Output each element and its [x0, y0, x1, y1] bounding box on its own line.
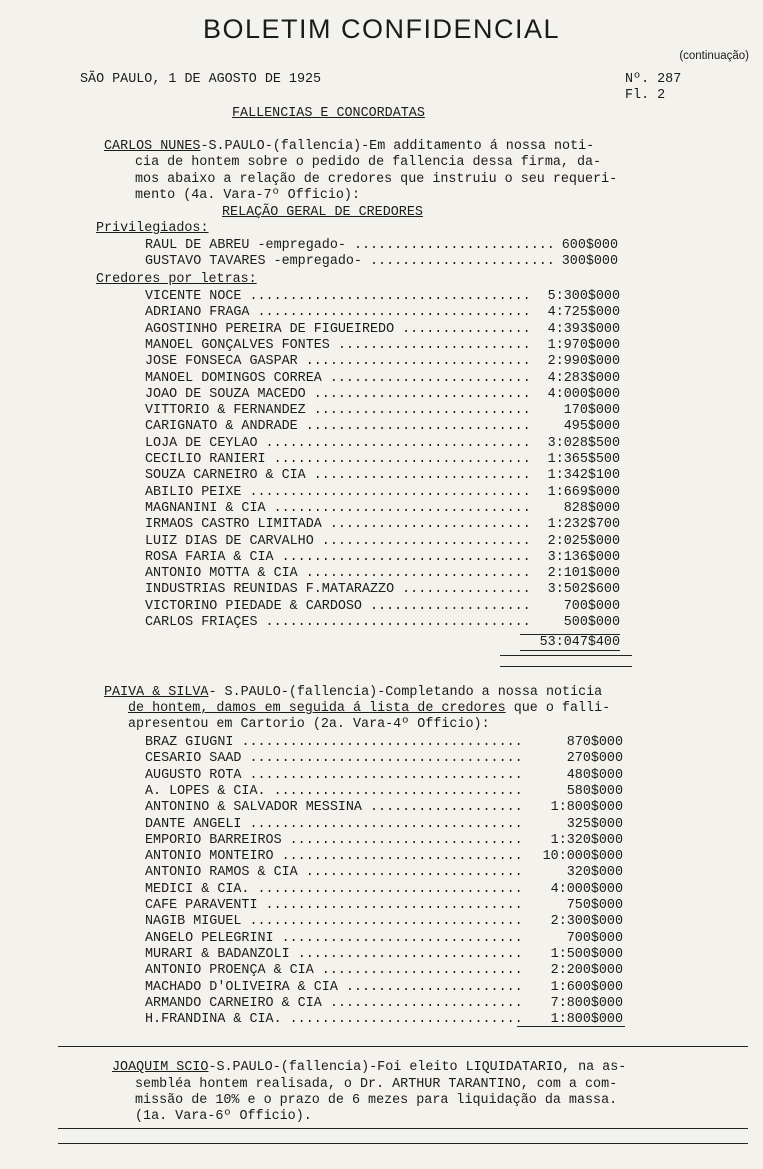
- creditor-name: CARIGNATO & ANDRADE .....: [145, 419, 529, 435]
- creditor-amount: 1:669$000: [547, 484, 620, 500]
- creditor-name: H.FRANDINA & CIA. .....: [145, 1012, 521, 1028]
- dateline: SÃO PAULO, 1 DE AGOSTO DE 1925: [80, 72, 322, 87]
- creditor-list-title: RELAÇÃO GERAL DE CREDORES: [222, 205, 423, 220]
- sheet-number: Fl. 2: [625, 88, 666, 103]
- creditor-amount: 495$000: [563, 419, 620, 435]
- creditor-name: NAGIB MIGUEL .....: [145, 914, 521, 930]
- creditor-row: [145, 817, 623, 833]
- letters-heading: Credores por letras:: [96, 272, 257, 287]
- creditor-amount: 2:101$000: [547, 566, 620, 582]
- creditor-row: [145, 980, 623, 996]
- carlos-text-line-3: mos abaixo a relação de credores que instruiu o seu requeri-: [135, 172, 618, 187]
- creditor-name: CECILIO RANIERI .....: [145, 452, 529, 468]
- creditor-amount: 4:000$000: [547, 386, 620, 402]
- creditor-name: ANTONINO & SALVADOR MESSINA .....: [145, 800, 521, 816]
- creditor-row: [145, 931, 623, 947]
- creditor-amount: 3:136$000: [547, 549, 620, 565]
- creditor-name: CARLOS FRIAÇES .....: [145, 615, 529, 631]
- creditor-row: [145, 784, 623, 800]
- joaquim-text-line-2: sembléa hontem realisada, o Dr. ARTHUR TARANTINO, com a com-: [135, 1077, 618, 1092]
- section-title: FALLENCIAS E CONCORDATAS: [232, 106, 425, 121]
- creditor-amount: 580$000: [566, 783, 623, 799]
- paiva-text-2c: que o falli-: [505, 701, 611, 716]
- total-rule-2: [500, 666, 632, 667]
- creditor-row: [145, 865, 623, 881]
- creditor-name: CAFÉ PARAVENTI .....: [145, 898, 521, 914]
- creditor-row: [145, 566, 620, 582]
- creditor-row: [145, 582, 620, 598]
- creditor-name: EMPORIO BARREIROS .....: [145, 833, 521, 849]
- creditor-row: [145, 833, 623, 849]
- creditor-name: MURARI & BADANZOLI .....: [145, 947, 521, 963]
- creditor-name: MANOEL DOMINGOS CORREA .....: [145, 371, 529, 387]
- carlos-text-line-1: [104, 139, 594, 155]
- creditor-name: AUGUSTO ROTA .....: [145, 768, 521, 784]
- bulletin-title: BOLETIM CONFIDENCIAL: [202, 14, 561, 44]
- creditor-row: [145, 485, 620, 501]
- creditor-name: AGOSTINHO PEREIRA DE FIGUEIREDO .....: [145, 322, 529, 338]
- creditor-amount: 4:393$000: [547, 321, 620, 337]
- creditor-amount: 3:502$600: [547, 582, 620, 598]
- bottom-rule-1: [58, 1128, 748, 1129]
- joaquim-text-line-1: [112, 1060, 626, 1076]
- creditor-amount: 1:365$500: [547, 452, 620, 467]
- creditor-name: MANOEL GONÇALVES FONTES .....: [145, 338, 529, 354]
- privileged-heading: Privilegiados:: [96, 221, 209, 236]
- creditor-name: ROSA FARIA & CIA .....: [145, 550, 529, 566]
- creditor-amount: 4:725$000: [547, 305, 620, 321]
- creditor-name: ANTONIO MONTEIRO .....: [145, 849, 521, 865]
- paiva-text-line-3: apresentou em Cartorio (2a. Vara-4º Officio):: [128, 717, 490, 732]
- creditor-amount: 600$000: [561, 238, 618, 253]
- creditor-name: ADRIANO FRAGA .....: [145, 305, 529, 321]
- creditor-amount: 1:600$000: [550, 979, 623, 995]
- creditor-amount: 1:232$700: [547, 517, 620, 533]
- creditor-row: [145, 468, 620, 484]
- creditor-amount: 500$000: [563, 615, 620, 630]
- creditor-name: VITTORIO & FERNANDEZ .....: [145, 403, 529, 419]
- creditor-amount: 1:800$000: [550, 800, 623, 816]
- creditor-name: MACHADO D'OLIVEIRA & CIA .....: [145, 980, 521, 996]
- paiva-text-line-2: [128, 701, 610, 717]
- creditor-name: VICENTE NOCE .....: [145, 289, 529, 305]
- carlos-text-line-4: mento (4a. Vara-7º Officio):: [135, 188, 360, 203]
- creditor-row: [145, 914, 623, 930]
- creditor-row: [145, 615, 620, 631]
- creditor-name: ANTONIO PROENÇA & CIA .....: [145, 963, 521, 979]
- creditor-row: [145, 751, 623, 767]
- joaquim-text-line-4: (1a. Vara-6º Officio).: [135, 1109, 312, 1124]
- creditor-name: ANTONIO RAMOS & CIA .....: [145, 865, 521, 881]
- creditor-name: MEDICI & CIA. .....: [145, 882, 521, 898]
- paiva-text-2b: lista de credores: [369, 701, 506, 716]
- creditor-row: [145, 452, 620, 468]
- creditor-name: MAGNANINI & CIA .....: [145, 501, 529, 517]
- paiva-text-2a: de hontem, damos em seguida á: [128, 701, 370, 716]
- creditor-name: JOÃO DE SOUZA MACEDO .....: [145, 387, 529, 403]
- creditor-name: IRMÃOS CASTRO LIMITADA .....: [145, 517, 529, 533]
- creditor-row: [145, 289, 620, 305]
- creditor-amount: 700$000: [566, 930, 623, 946]
- section-divider: [58, 1046, 748, 1047]
- paiva-lead: PAIVA & SILVA: [104, 685, 209, 700]
- creditor-amount: 750$000: [566, 898, 623, 913]
- issue-number: Nº. 287: [625, 72, 682, 87]
- creditor-row: [145, 419, 620, 435]
- creditor-amount: 320$000: [566, 865, 623, 881]
- paiva-total-rule: [517, 1026, 625, 1027]
- creditor-amount: 3:028$500: [547, 435, 620, 451]
- creditor-amount: 10:000$000: [542, 849, 623, 865]
- creditor-name: VICTORINO PIEDADE & CARDOSO .....: [145, 599, 529, 615]
- creditor-amount: 1:500$000: [550, 946, 623, 962]
- creditor-row: [145, 354, 620, 370]
- creditor-name: ABILIO PEIXE .....: [145, 485, 529, 501]
- creditor-row: [145, 996, 623, 1012]
- creditor-row: [145, 436, 620, 452]
- creditor-name: ANTONIO MOTTA & CIA .....: [145, 566, 529, 582]
- creditor-row: [145, 947, 623, 963]
- creditor-amount: 2:025$000: [547, 533, 620, 549]
- continuation-note: (continuação): [679, 50, 749, 62]
- creditor-name: INDUSTRIAS REUNIDAS F.MATARAZZO .....: [145, 582, 529, 598]
- carlos-total: 53:047$400: [520, 634, 620, 651]
- creditor-name: BRAZ GIUGNI .....: [145, 735, 521, 751]
- creditor-row: [145, 963, 623, 979]
- creditor-amount: 300$000: [561, 254, 618, 270]
- creditor-row: [145, 371, 620, 387]
- creditor-name: DANTE ANGELI .....: [145, 817, 521, 833]
- creditor-row: [145, 898, 623, 914]
- creditor-row: [145, 387, 620, 403]
- creditor-amount: 828$000: [563, 500, 620, 516]
- privileged-creditor-row: [145, 238, 618, 254]
- paiva-text-line-1: [104, 685, 602, 701]
- creditor-name: LOJA DE CEYLÃO .....: [145, 436, 529, 452]
- creditor-amount: 700$000: [563, 598, 620, 614]
- carlos-text-1: -S.PAULO-(fallencia)-Em additamento á nossa noti-: [200, 139, 595, 154]
- creditor-row: [145, 768, 623, 784]
- creditor-row: [145, 800, 623, 816]
- creditor-amount: 5:300$000: [547, 289, 620, 304]
- creditor-row: [145, 735, 623, 751]
- creditor-amount: 2:300$000: [550, 914, 623, 930]
- creditor-name: A. LOPES & CIA. .....: [145, 784, 521, 800]
- creditor-name: LUIZ DIAS DE CARVALHO .....: [145, 534, 529, 550]
- creditor-row: [145, 599, 620, 615]
- joaquim-text-1: -S.PAULO-(fallencia)-Foi eleito LIQUIDATARIO, na as-: [208, 1060, 627, 1075]
- creditor-amount: 270$000: [566, 751, 623, 767]
- creditor-amount: 4:000$000: [550, 881, 623, 897]
- total-rule-1: [500, 655, 632, 656]
- creditor-name: GUSTAVO TAVARES -empregado- .....: [145, 254, 556, 270]
- creditor-amount: 170$000: [563, 403, 620, 419]
- creditor-amount: 2:990$000: [547, 354, 620, 370]
- creditor-row: [145, 849, 623, 865]
- creditor-amount: 1:800$000: [550, 1012, 623, 1028]
- privileged-creditor-row: [145, 254, 618, 270]
- creditor-row: [145, 550, 620, 566]
- carlos-lead: CARLOS NUNES: [104, 139, 201, 154]
- creditor-name: CESARIO SAAD .....: [145, 751, 521, 767]
- creditor-amount: 4:283$000: [547, 370, 620, 386]
- carlos-text-line-2: cia de hontem sobre o pedido de fallencia dessa firma, da-: [135, 155, 602, 170]
- creditor-amount: 1:342$100: [547, 468, 620, 484]
- creditor-amount: 325$000: [566, 816, 623, 832]
- joaquim-text-line-3: missão de 10% e o prazo de 6 mezes para liquidação da massa.: [135, 1093, 618, 1108]
- creditor-amount: 1:320$000: [550, 832, 623, 848]
- creditor-row: [145, 322, 620, 338]
- creditor-amount: 7:800$000: [550, 995, 623, 1011]
- creditor-row: [145, 882, 623, 898]
- joaquim-lead: JOAQUIM SCIO: [112, 1060, 209, 1075]
- creditor-amount: 480$000: [566, 767, 623, 783]
- creditor-name: ARMANDO CARNEIRO & CIA .....: [145, 996, 521, 1012]
- creditor-amount: 2:200$000: [550, 963, 623, 979]
- creditor-row: [145, 338, 620, 354]
- creditor-amount: 870$000: [566, 735, 623, 750]
- creditor-name: SOUZA CARNEIRO & CIA .....: [145, 468, 529, 484]
- bottom-rule-2: [58, 1143, 748, 1144]
- creditor-name: RAUL DE ABREU -empregado- .....: [145, 238, 556, 254]
- creditor-name: ANGELO PELEGRINI .....: [145, 931, 521, 947]
- creditor-row: [145, 305, 620, 321]
- paiva-text-1: - S.PAULO-(fallencia)-Completando a nossa noticia: [208, 685, 603, 700]
- creditor-row: [145, 534, 620, 550]
- creditor-amount: 1:970$000: [547, 337, 620, 353]
- creditor-row: [145, 517, 620, 533]
- creditor-row: [145, 501, 620, 517]
- creditor-row: [145, 403, 620, 419]
- creditor-name: JOSÉ FONSECA GASPAR .....: [145, 354, 529, 370]
